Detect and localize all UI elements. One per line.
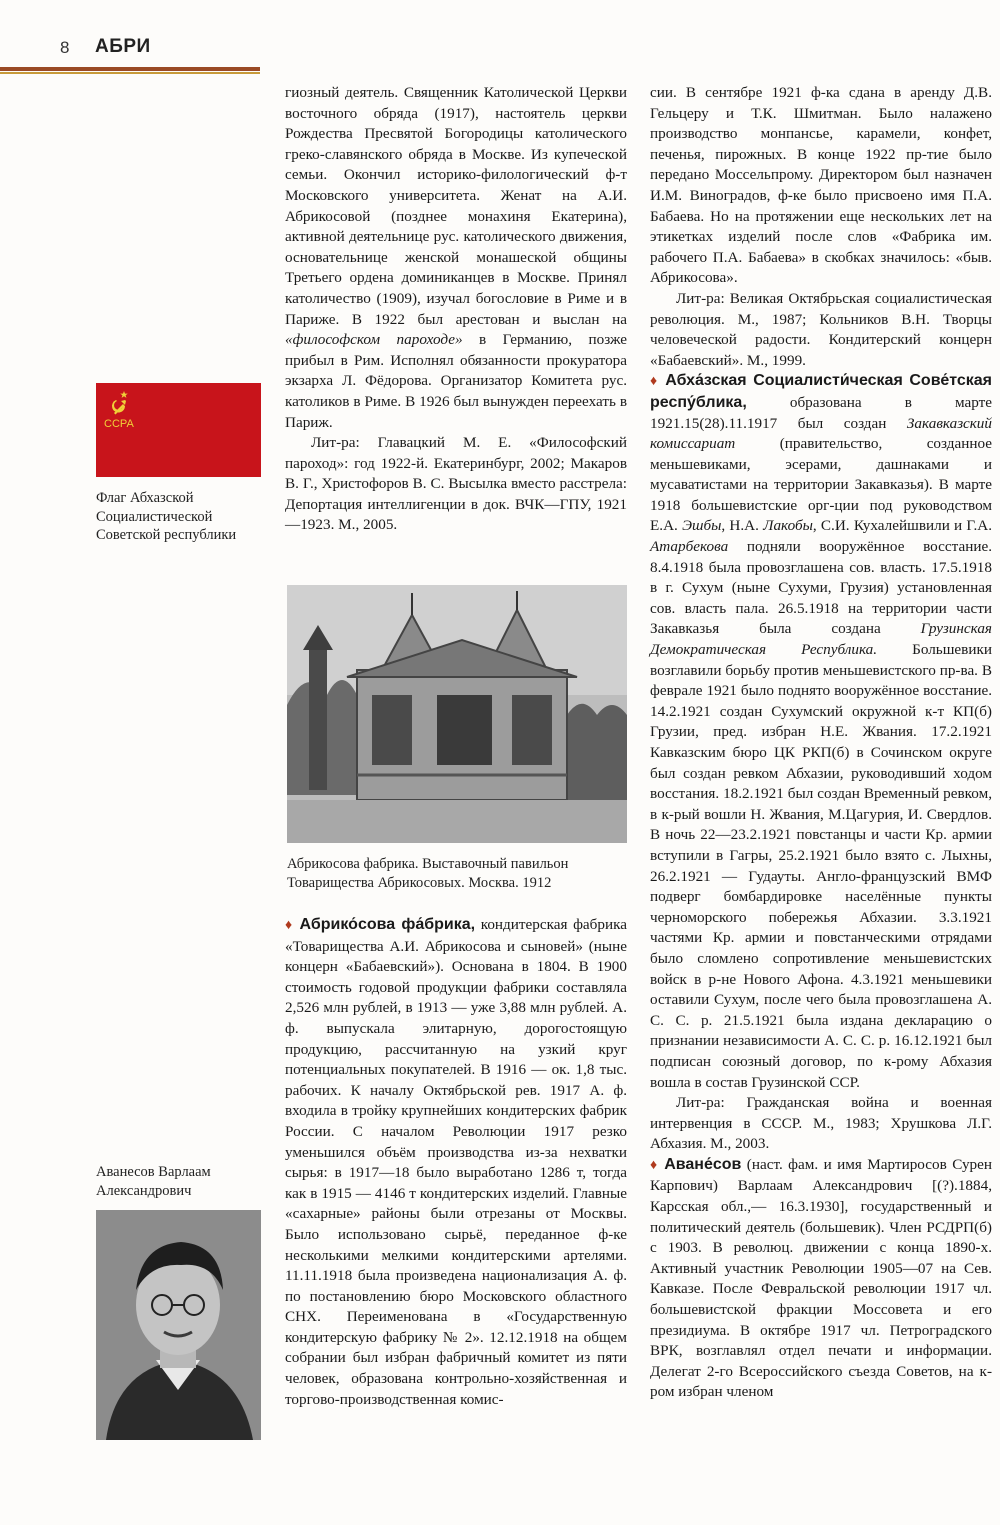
header-rule-dark: [0, 67, 260, 71]
portrait-photo: [96, 1210, 261, 1440]
paragraph-fabrika-continued: сии. В сентябре 1921 ф-ка сдана в аренду Д.В. Гельцеру и Т.К. Шмитман. Было налажено производство монпансье, карамели, конфет, печенья, пирожных. В конце 1922 пр-тие было передано Моссельпрому. Директором был назначен И.М. Виноградов, ф-ке было присвоено имя П.А. Бабаева. Но на протяжении еще нескольких лет на этикетках изделий после слов «Фабрика им. рабочего П.А. Бабаева» в скобках значилось: «быв. Абрикосова».: [650, 84, 992, 287]
page-header: [0, 0, 1000, 80]
headword: Абрико́сова фа́брика,: [299, 916, 476, 933]
portrait-illustration: [96, 1210, 261, 1440]
diamond-icon: ♦: [285, 918, 294, 933]
headword: Аване́сов: [664, 1155, 742, 1173]
portrait-caption: Аванесов Варлаам Александрович: [96, 1164, 211, 1199]
flag-abbreviation: ССРА: [104, 418, 134, 430]
entry-abkhaz-ssr: ♦ Абха́зская Социалисти́ческая Сове́тская респу́блика, образована в марте 1921.15(28).11.1917 был создан Закавказский комиссариат (правительство, созданное меньшевиками, эсерами, дашнаками и мусаватистами на территории Закавказья). В марте 1918 большевистские орг-ции под руководством Е.А. Эшбы, Н.А. Лакобы, С.И. Кухалейшвили и Г.А. Атарбекова подняли вооружённое восстание. 8.4.1918 была провозглашена сов. власть. 17.5.1918 в г. Сухум (ныне Сухуми, Грузия) установленная сов. власть пала. 26.5.1918 на территории части Закавказья была создана Грузинская Демократическая Республика. Большевики возглавили борьбу против меньшевистского пр-ва. В феврале 1921 было поднято вооружённое восстание. 14.2.1921 создан Сухумский окружной к-т КП(б) Грузии, пред. избран Н.Е. Жвания. 17.2.1921 Кавказским бюро ЦК РКП(б) в Сочинском округе был создан ревком Абхазии, руководивший ходом восстания. 18.2.1921 был создан Временный ревком, в к-рый вошли Н. Жвания, М.Цагурия, И. Свердлов. В ночь 22—23.2.1921 повстанцы и части Кр. армии вступили в Гагры, 25.2.1921 было взято с. Лыхны, 26.2.1921 — Гудауты. Англо-французский ВМФ подверг бомбардировке населённые пункты черноморского побережья Абхазии. 3.3.1921 частями Кр. армии и повстанческими отрядами было сломлено сопротивление меньшевистских войск в р-не Нового Афона. 4.3.1921 меньшевики оставили Сухум, после чего была провозглашена А. С. С. р. 21.5.1921 была издана декларацию о признании независимости А. С. С. р. 16.12.1921 был подписан союзный договор, по к-рому Абхазия вошла в состав Грузинской ССР.: [650, 372, 993, 1091]
page-number: 8: [60, 38, 70, 57]
literature-note: Лит-ра: Гражданская война и военная интервенция в СССР. М., 1983; Хрушкова Л.Г. Абхазия. М., 2003.: [650, 1094, 992, 1153]
headword: Абха́зская Социалисти́ческая Сове́тская респу́блика,: [650, 372, 992, 411]
column-1-top: [285, 83, 627, 536]
entry-avanesov: ♦ Аване́сов (наст. фам. и имя Мартиросов Сурен Карпович) Варлаам Александрович [(?).1884, Карсская обл.,— 16.3.1930], государственный и политический деятель (большевик). Член РСДРП(б) с 1903. В революц. движении с конца 1890-х. Активный участник Революции 1905—07 на Сев. Кавказе. После Февральской революции 1917 чл. большевистской фракции Моссовета и его президиума. В октябре 1917 чл. Петроградского ВРК, возглавлял отдел печати и информации. Делегат 2-го Всероссийского съезда Советов, на к-ром избран членом: [650, 1155, 992, 1401]
diamond-icon: ♦: [650, 1157, 659, 1173]
entry-abrikosova-fabrika: ♦ Абрико́сова фа́брика, кондитерская фабрика «Товарищества А.И. Абрикосова и сыновей» (ныне концерн «Бабаевский»). Основана в 1804. В 1900 стоимость годовой продукции фабрики составляла 2,526 млн рублей, в 1913 — уже 3,88 млн рублей. А. ф. выпускала элитарную, дорогостоящую продукцию, рассчитанную на узкий круг потенциальных покупателей. В 1916 — ок. 1,8 тыс. рабочих. К началу Октябрьской рев. 1917 А. ф. входила в тройку крупнейших кондитерских фабрик России. С началом Революции 1917 резко уменьшился объём производства из-за нехватки сырья: в 1917—18 было выработано 1286 т, тогда как в 1915 — 4146 т кондитерских изделий. Главные «сахарные» районы были отрезаны от Москвы. Было использовано сырьё, переданное ф-ке несколькими мелкими кондитерскими артелями. 11.11.1918 была произведена национализация А. ф. по постановлению бюро Московского областного СНХ. Переименована в «Государственную кондитерскую фабрику № 2». 12.12.1918 на общем собрании был избран фабричный комитет из пяти человек, образована контрольно-хозяйственная и торгово-производственная комис-: [285, 916, 627, 1408]
flag-caption: Флаг Абхазской Социалистической Советской республики: [96, 490, 237, 543]
pavilion-photo: [287, 585, 627, 843]
pavilion-illustration: [287, 585, 627, 843]
flag-emblem: [102, 389, 142, 419]
diamond-icon: ♦: [650, 374, 660, 390]
paragraph-biography-end: гиозный деятель. Священник Католической Церкви восточного обряда (1917), настоятель церкви Рождества Пресвятой Богородицы католического греко-славянского обряда в Москве. Из купеческой семьи. Окончил историко-филологический ф-т Московского университета. Женат на А.И. Абрикосовой (позднее монахиня Екатерина), активной деятельнице рус. католического движения, основательнице женской монашеской общины Третьего ордена доминиканцев в Москве. Принял католичество (1909), изучал богословие в Риме и в Париже. В 1922 был арестован и выслан на «философском пароходе» в Германию, позже прибыл в Рим. Исполнял обязанности прокуратора экзарха Л. Фёдорова. Организатор Комитета рус. католиков в Риме. В 1926 был вынужден переехать в Париж.: [285, 84, 627, 431]
literature-note: Лит-ра: Великая Октябрьская социалистическая революция. М., 1987; Кольников В.Н. Творцы человеческой радости. Кондитерский концерн «Бабаевский». М., 1999.: [650, 289, 992, 369]
pavilion-caption: Абрикосова фабрика. Выставочный павильон Товарищества Абрикосовых. Москва. 1912: [287, 856, 569, 891]
literature-note: Лит-ра: Главацкий М. Е. «Философский пароход»: год 1922-й. Екатеринбург, 2002; Макаров В. Г., Христофоров В. С. Высылка вместо расстрела: Депортация интеллигенции в док. ВЧК—ГПУ, 1921—1923. М., 2005.: [285, 434, 627, 534]
running-head: АБРИ: [95, 36, 151, 57]
header-rule-light: [0, 72, 260, 74]
column-2: [650, 83, 992, 1403]
header-rule: [0, 67, 260, 75]
column-1-bottom: [285, 915, 627, 1410]
abkhaz-ssr-flag: [96, 383, 261, 477]
hammer-sickle-icon: [112, 400, 126, 415]
star-icon: [120, 391, 128, 398]
